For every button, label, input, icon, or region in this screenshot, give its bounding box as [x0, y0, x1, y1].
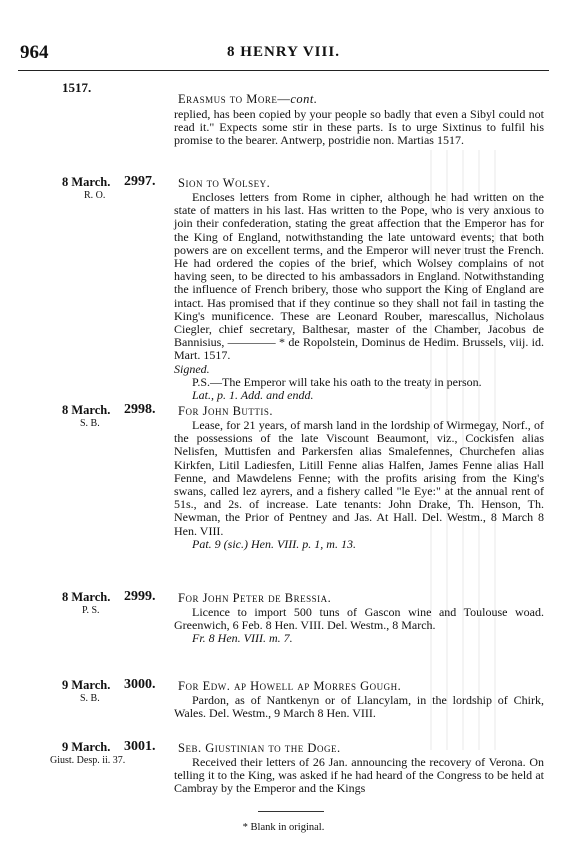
entry-number-2999: 2999.	[124, 589, 156, 604]
entry-source-2999: P. S.	[82, 605, 100, 616]
entry-date-3001: 9 March.	[62, 740, 111, 754]
entry-heading-2997: Sion to Wolsey.	[178, 176, 271, 190]
entry-heading-2999: For John Peter de Bressia.	[178, 591, 332, 605]
entry-source-2997: R. O.	[84, 190, 106, 201]
header-rule	[18, 70, 549, 71]
footnote-rule	[258, 811, 324, 812]
entry-text-3000: Pardon, as of Nantkenyn or of Llancylam, in the lordship of Chirk, Wales. Del. Westm., 9 March 8 Hen. VIII.	[174, 693, 544, 721]
entry-text-3001: Received their letters of 26 Jan. announcing the recovery of Verona. On telling it to the King, was asked if he had heard of the Congress to be held at Cambray by the Emperor and the Kings	[174, 755, 544, 796]
entry-number-3000: 3000.	[124, 677, 156, 692]
entry-source-3001: Giust. Desp. ii. 37.	[50, 755, 126, 766]
entry-date-3000: 9 March.	[62, 678, 111, 692]
entry-source-3000: S. B.	[80, 693, 100, 704]
entry-number-3001: 3001.	[124, 739, 156, 754]
entry-date-2998: 8 March.	[62, 403, 111, 417]
entry-number-2998: 2998.	[124, 402, 156, 417]
entry-text-2999: Licence to import 500 tuns of Gascon wine and Toulouse woad. Greenwich, 6 Feb. 8 Hen. VIII. Del. Westm., 8 March. Fr. 8 Hen. VIII. m. 7.	[174, 605, 544, 646]
entry-text-2997: Encloses letters from Rome in cipher, although he had written on the state of matters in his last. Has written to the Pope, who is very anxious to join their confederation, stating the great affection that the Emperor has for the King of England, notwithstanding the late untoward events; that both powers are on excellent terms, and the Emperor will never trust the French. He had ordered the copies of the brief, which Wolsey complains of not having seen, to be directed to his ambassadors in England. Notwithstanding the influence of French bribery, those who support the King of England are intact. Has promised that if they continue so they shall not fail in tasting the King's munificence. These are Leonard Rouber, marescallus, Nicholaus Ciegler, chief secretary, Balthesar, master of the Chamber, Jacobus de Bannisius, ———— * de Ropolstein, Dominus de Hedim. Brussels, viij. id. Mart. 1517. Signed. P.S.—The Emperor will take his oath to the treaty in person. Lat., p. 1. Add. and endd.	[174, 190, 544, 403]
footnote: * Blank in original.	[242, 822, 325, 833]
entry-date-2999: 8 March.	[62, 590, 111, 604]
entry-number-2997: 2997.	[124, 174, 156, 189]
entry-text-2998: Lease, for 21 years, of marsh land in the lordship of Wirmegay, Norf., of the possessions of the late Viscount Beaumont, viz., Cockisfen alias Nelisfen, Muttisfen and Parkersfen alias Smalefennes, Churchefen alias Kirkfen, Litil Ladiesfen, Litill Fenne alias Halfen, James Fenne alias Hall Fenne, and Mawdelens Fenne; with the profits arising from the King's swans, called lez ayrers, and a fishery called "le Eye:" at the annual rent of 51s., and 2s. of increase. Late tenants: John Drake, Th. Henson, Th. Newman, the Prior of Pentney and Jas. At Hall. Del. Westm., 8 March 8 Hen. VIII. Pat. 9 (sic.) Hen. VIII. p. 1, m. 13.	[174, 418, 544, 551]
entry-heading-2998: For John Buttis.	[178, 404, 274, 418]
entry-heading-erasmus: Erasmus to More—cont.	[178, 92, 318, 106]
year-margin: 1517.	[62, 80, 92, 95]
entry-heading-3000: For Edw. ap Howell ap Morres Gough.	[178, 679, 402, 693]
page-number: 964	[20, 42, 49, 63]
running-head: 8 HENRY VIII.	[227, 44, 340, 60]
entry-source-2998: S. B.	[80, 418, 100, 429]
entry-heading-3001: Seb. Giustinian to the Doge.	[178, 741, 341, 755]
entry-date-2997: 8 March.	[62, 175, 111, 189]
entry-text-erasmus: replied, has been copied by your people so badly that even a Sibyl could not read it." Expects some stir in these parts. Is to urge Sixtinus to fulfil his promise to the bearer. Antwerp, postridie non. Martias 1517.	[174, 107, 544, 148]
